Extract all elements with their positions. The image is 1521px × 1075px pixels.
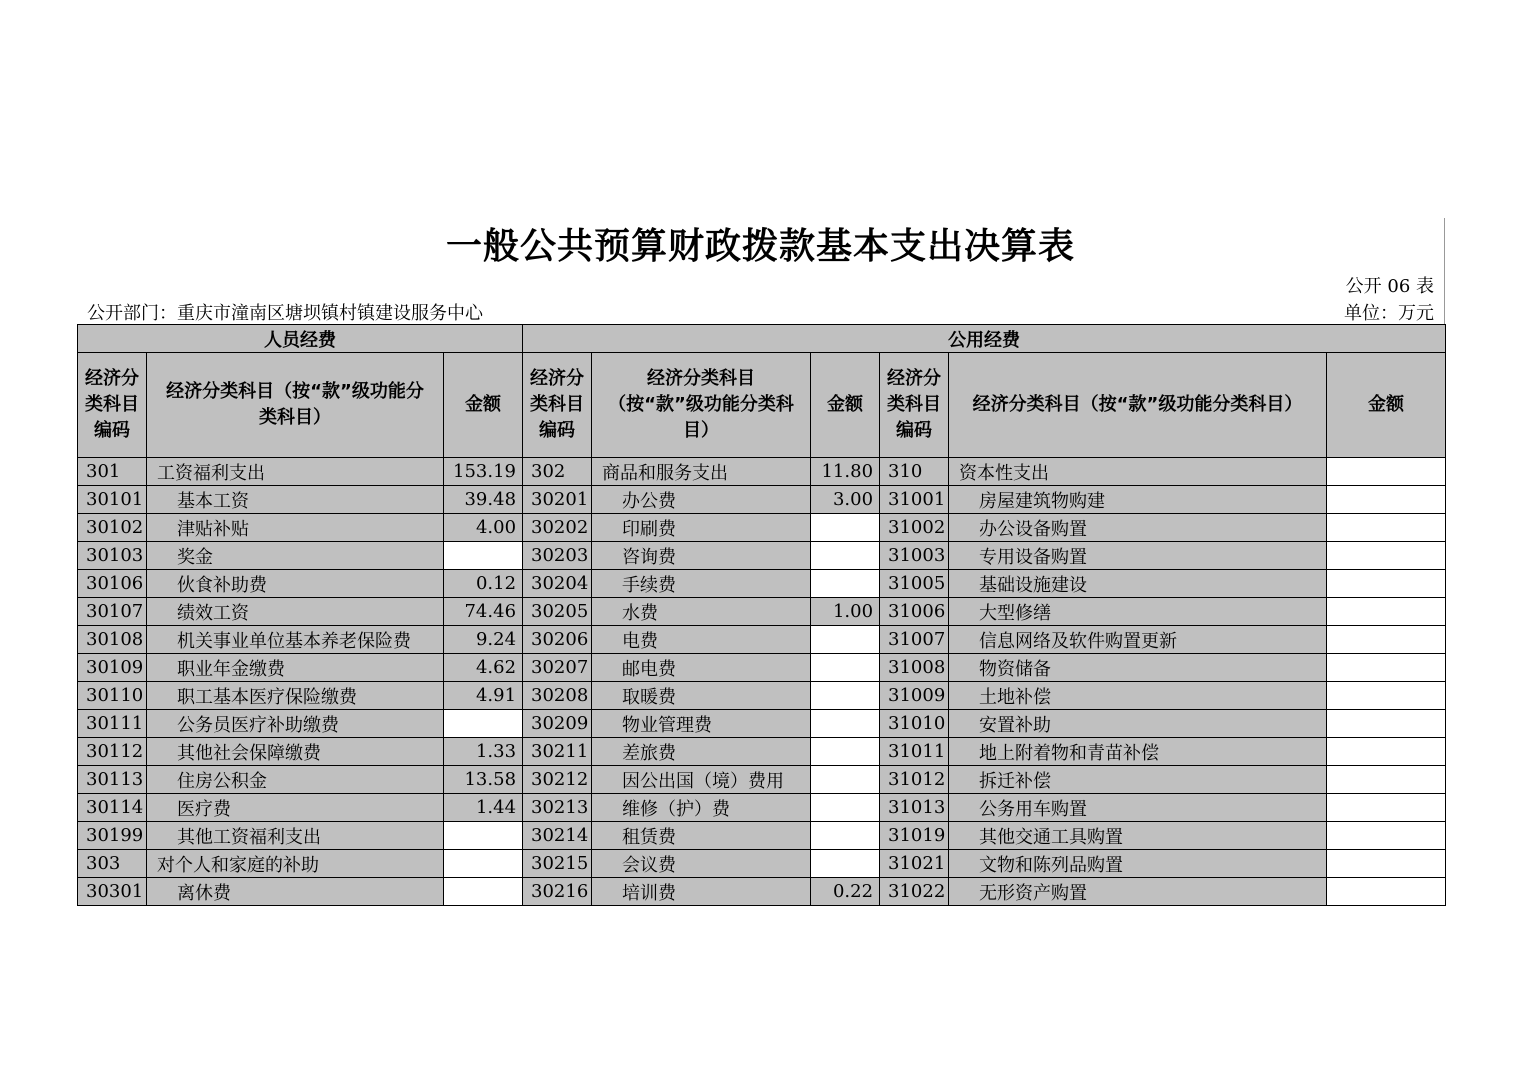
- header-name-1: 经济分类科目（按“款”级功能分类科目）: [147, 353, 444, 458]
- item-name-cell: 房屋建筑物购建: [949, 486, 1327, 514]
- item-name-cell: 安置补助: [949, 710, 1327, 738]
- code-cell: 31007: [880, 626, 949, 654]
- code-cell: 30201: [523, 486, 592, 514]
- code-cell: 31009: [880, 682, 949, 710]
- code-cell: 30101: [78, 486, 147, 514]
- code-cell: 30202: [523, 514, 592, 542]
- amount-cell: [1327, 822, 1446, 850]
- item-name-cell: 因公出国（境）费用: [592, 766, 811, 794]
- amount-cell: [1327, 794, 1446, 822]
- code-cell: 31022: [880, 878, 949, 906]
- amount-cell: [1327, 850, 1446, 878]
- unit-label: 单位：万元: [1344, 303, 1434, 324]
- amount-cell: 0.22: [811, 878, 880, 906]
- item-name-cell: 无形资产购置: [949, 878, 1327, 906]
- item-name-cell: 大型修缮: [949, 598, 1327, 626]
- code-cell: 31013: [880, 794, 949, 822]
- amount-cell: 1.33: [444, 738, 523, 766]
- amount-cell: [811, 682, 880, 710]
- amount-cell: 4.91: [444, 682, 523, 710]
- amount-cell: [444, 822, 523, 850]
- code-cell: 30216: [523, 878, 592, 906]
- amount-cell: [811, 710, 880, 738]
- item-name-cell: 公务用车购置: [949, 794, 1327, 822]
- item-name-cell: 对个人和家庭的补助: [147, 850, 444, 878]
- code-cell: 30103: [78, 542, 147, 570]
- expenditure-table: [77, 324, 1446, 906]
- amount-cell: [1327, 738, 1446, 766]
- department-label: 公开部门：重庆市潼南区塘坝镇村镇建设服务中心: [87, 303, 483, 324]
- item-name-cell: 水费: [592, 598, 811, 626]
- amount-cell: [811, 626, 880, 654]
- amount-cell: [1327, 598, 1446, 626]
- code-cell: 30111: [78, 710, 147, 738]
- header-name-2: 经济分类科目（按“款”级功能分类科目）: [592, 353, 811, 458]
- code-cell: 31003: [880, 542, 949, 570]
- code-cell: 30209: [523, 710, 592, 738]
- table-row: [78, 486, 1446, 514]
- amount-cell: [811, 794, 880, 822]
- page-title: 一般公共预算财政拨款基本支出决算表: [445, 226, 1075, 267]
- item-name-cell: 差旅费: [592, 738, 811, 766]
- item-name-cell: 地上附着物和青苗补偿: [949, 738, 1327, 766]
- table-number: 公开 06 表: [1345, 276, 1434, 297]
- item-name-cell: 医疗费: [147, 794, 444, 822]
- item-name-cell: 绩效工资: [147, 598, 444, 626]
- amount-cell: 0.12: [444, 570, 523, 598]
- amount-cell: [811, 766, 880, 794]
- item-name-cell: 办公费: [592, 486, 811, 514]
- code-cell: 30215: [523, 850, 592, 878]
- amount-cell: 3.00: [811, 486, 880, 514]
- item-name-cell: 专用设备购置: [949, 542, 1327, 570]
- amount-cell: 153.19: [444, 458, 523, 486]
- item-name-cell: 机关事业单位基本养老保险费: [147, 626, 444, 654]
- item-name-cell: 奖金: [147, 542, 444, 570]
- code-cell: 30199: [78, 822, 147, 850]
- amount-cell: [1327, 766, 1446, 794]
- amount-cell: 4.00: [444, 514, 523, 542]
- item-name-cell: 住房公积金: [147, 766, 444, 794]
- item-name-cell: 维修（护）费: [592, 794, 811, 822]
- item-name-cell: 公务员医疗补助缴费: [147, 710, 444, 738]
- page-edge-line: [1444, 218, 1445, 326]
- code-cell: 30206: [523, 626, 592, 654]
- code-cell: 30106: [78, 570, 147, 598]
- item-name-cell: 职业年金缴费: [147, 654, 444, 682]
- item-name-cell: 商品和服务支出: [592, 458, 811, 486]
- item-name-cell: 文物和陈列品购置: [949, 850, 1327, 878]
- code-cell: 31012: [880, 766, 949, 794]
- amount-cell: [1327, 654, 1446, 682]
- code-cell: 31001: [880, 486, 949, 514]
- code-cell: 30109: [78, 654, 147, 682]
- amount-cell: [1327, 514, 1446, 542]
- table-row: [78, 710, 1446, 738]
- code-cell: 30212: [523, 766, 592, 794]
- amount-cell: [444, 542, 523, 570]
- code-cell: 30107: [78, 598, 147, 626]
- table-row: [78, 822, 1446, 850]
- code-cell: 30204: [523, 570, 592, 598]
- item-name-cell: 取暖费: [592, 682, 811, 710]
- table-row: [78, 794, 1446, 822]
- item-name-cell: 办公设备购置: [949, 514, 1327, 542]
- item-name-cell: 职工基本医疗保险缴费: [147, 682, 444, 710]
- item-name-cell: 培训费: [592, 878, 811, 906]
- code-cell: 30114: [78, 794, 147, 822]
- code-cell: 31021: [880, 850, 949, 878]
- header-amount-3: 金额: [1327, 353, 1446, 458]
- amount-cell: 74.46: [444, 598, 523, 626]
- header-code-1: 经济分类科目编码: [78, 353, 147, 458]
- amount-cell: 1.44: [444, 794, 523, 822]
- item-name-cell: 其他社会保障缴费: [147, 738, 444, 766]
- item-name-cell: 咨询费: [592, 542, 811, 570]
- table-row: [78, 850, 1446, 878]
- table-row: [78, 878, 1446, 906]
- code-cell: 30112: [78, 738, 147, 766]
- group-public: 公用经费: [523, 325, 1446, 353]
- amount-cell: [811, 738, 880, 766]
- amount-cell: 39.48: [444, 486, 523, 514]
- amount-cell: [1327, 486, 1446, 514]
- code-cell: 30208: [523, 682, 592, 710]
- amount-cell: [444, 710, 523, 738]
- code-cell: 31008: [880, 654, 949, 682]
- table-row: [78, 598, 1446, 626]
- table-row: [78, 766, 1446, 794]
- item-name-cell: 邮电费: [592, 654, 811, 682]
- item-name-cell: 基本工资: [147, 486, 444, 514]
- code-cell: 30301: [78, 878, 147, 906]
- code-cell: 30203: [523, 542, 592, 570]
- amount-cell: [1327, 570, 1446, 598]
- amount-cell: [811, 514, 880, 542]
- table-row: [78, 682, 1446, 710]
- item-name-cell: 物资储备: [949, 654, 1327, 682]
- table-row: [78, 738, 1446, 766]
- amount-cell: 11.80: [811, 458, 880, 486]
- item-name-cell: 其他交通工具购置: [949, 822, 1327, 850]
- item-name-cell: 其他工资福利支出: [147, 822, 444, 850]
- amount-cell: [1327, 682, 1446, 710]
- code-cell: 30108: [78, 626, 147, 654]
- item-name-cell: 电费: [592, 626, 811, 654]
- amount-cell: [1327, 626, 1446, 654]
- amount-cell: [811, 850, 880, 878]
- item-name-cell: 土地补偿: [949, 682, 1327, 710]
- code-cell: 30207: [523, 654, 592, 682]
- header-amount-2: 金额: [811, 353, 880, 458]
- header-name-3: 经济分类科目（按“款”级功能分类科目）: [949, 353, 1327, 458]
- item-name-cell: 手续费: [592, 570, 811, 598]
- table-row: [78, 542, 1446, 570]
- amount-cell: [811, 542, 880, 570]
- code-cell: 30205: [523, 598, 592, 626]
- item-name-cell: 会议费: [592, 850, 811, 878]
- amount-cell: [811, 654, 880, 682]
- header-code-3: 经济分类科目编码: [880, 353, 949, 458]
- amount-cell: 9.24: [444, 626, 523, 654]
- code-cell: 30214: [523, 822, 592, 850]
- item-name-cell: 物业管理费: [592, 710, 811, 738]
- amount-cell: 4.62: [444, 654, 523, 682]
- item-name-cell: 印刷费: [592, 514, 811, 542]
- code-cell: 303: [78, 850, 147, 878]
- code-cell: 301: [78, 458, 147, 486]
- item-name-cell: 基础设施建设: [949, 570, 1327, 598]
- item-name-cell: 工资福利支出: [147, 458, 444, 486]
- code-cell: 302: [523, 458, 592, 486]
- code-cell: 310: [880, 458, 949, 486]
- amount-cell: [1327, 710, 1446, 738]
- code-cell: 31019: [880, 822, 949, 850]
- item-name-cell: 资本性支出: [949, 458, 1327, 486]
- item-name-cell: 津贴补贴: [147, 514, 444, 542]
- table-row: [78, 458, 1446, 486]
- code-cell: 31006: [880, 598, 949, 626]
- table-row: [78, 514, 1446, 542]
- table-row: [78, 626, 1446, 654]
- code-cell: 30213: [523, 794, 592, 822]
- table-row: [78, 570, 1446, 598]
- code-cell: 31002: [880, 514, 949, 542]
- item-name-cell: 租赁费: [592, 822, 811, 850]
- code-cell: 30110: [78, 682, 147, 710]
- amount-cell: [1327, 542, 1446, 570]
- amount-cell: [1327, 458, 1446, 486]
- amount-cell: [444, 878, 523, 906]
- item-name-cell: 信息网络及软件购置更新: [949, 626, 1327, 654]
- item-name-cell: 伙食补助费: [147, 570, 444, 598]
- code-cell: 30113: [78, 766, 147, 794]
- code-cell: 31011: [880, 738, 949, 766]
- code-cell: 30211: [523, 738, 592, 766]
- item-name-cell: 离休费: [147, 878, 444, 906]
- code-cell: 31010: [880, 710, 949, 738]
- header-code-2: 经济分类科目编码: [523, 353, 592, 458]
- amount-cell: [1327, 878, 1446, 906]
- amount-cell: [811, 822, 880, 850]
- header-amount-1: 金额: [444, 353, 523, 458]
- column-header-row: [78, 353, 1446, 458]
- amount-cell: 1.00: [811, 598, 880, 626]
- item-name-cell: 拆迁补偿: [949, 766, 1327, 794]
- code-cell: 30102: [78, 514, 147, 542]
- amount-cell: [811, 570, 880, 598]
- group-header-row: [78, 325, 1446, 353]
- amount-cell: [444, 850, 523, 878]
- code-cell: 31005: [880, 570, 949, 598]
- amount-cell: 13.58: [444, 766, 523, 794]
- table-row: [78, 654, 1446, 682]
- group-personnel: 人员经费: [78, 325, 523, 353]
